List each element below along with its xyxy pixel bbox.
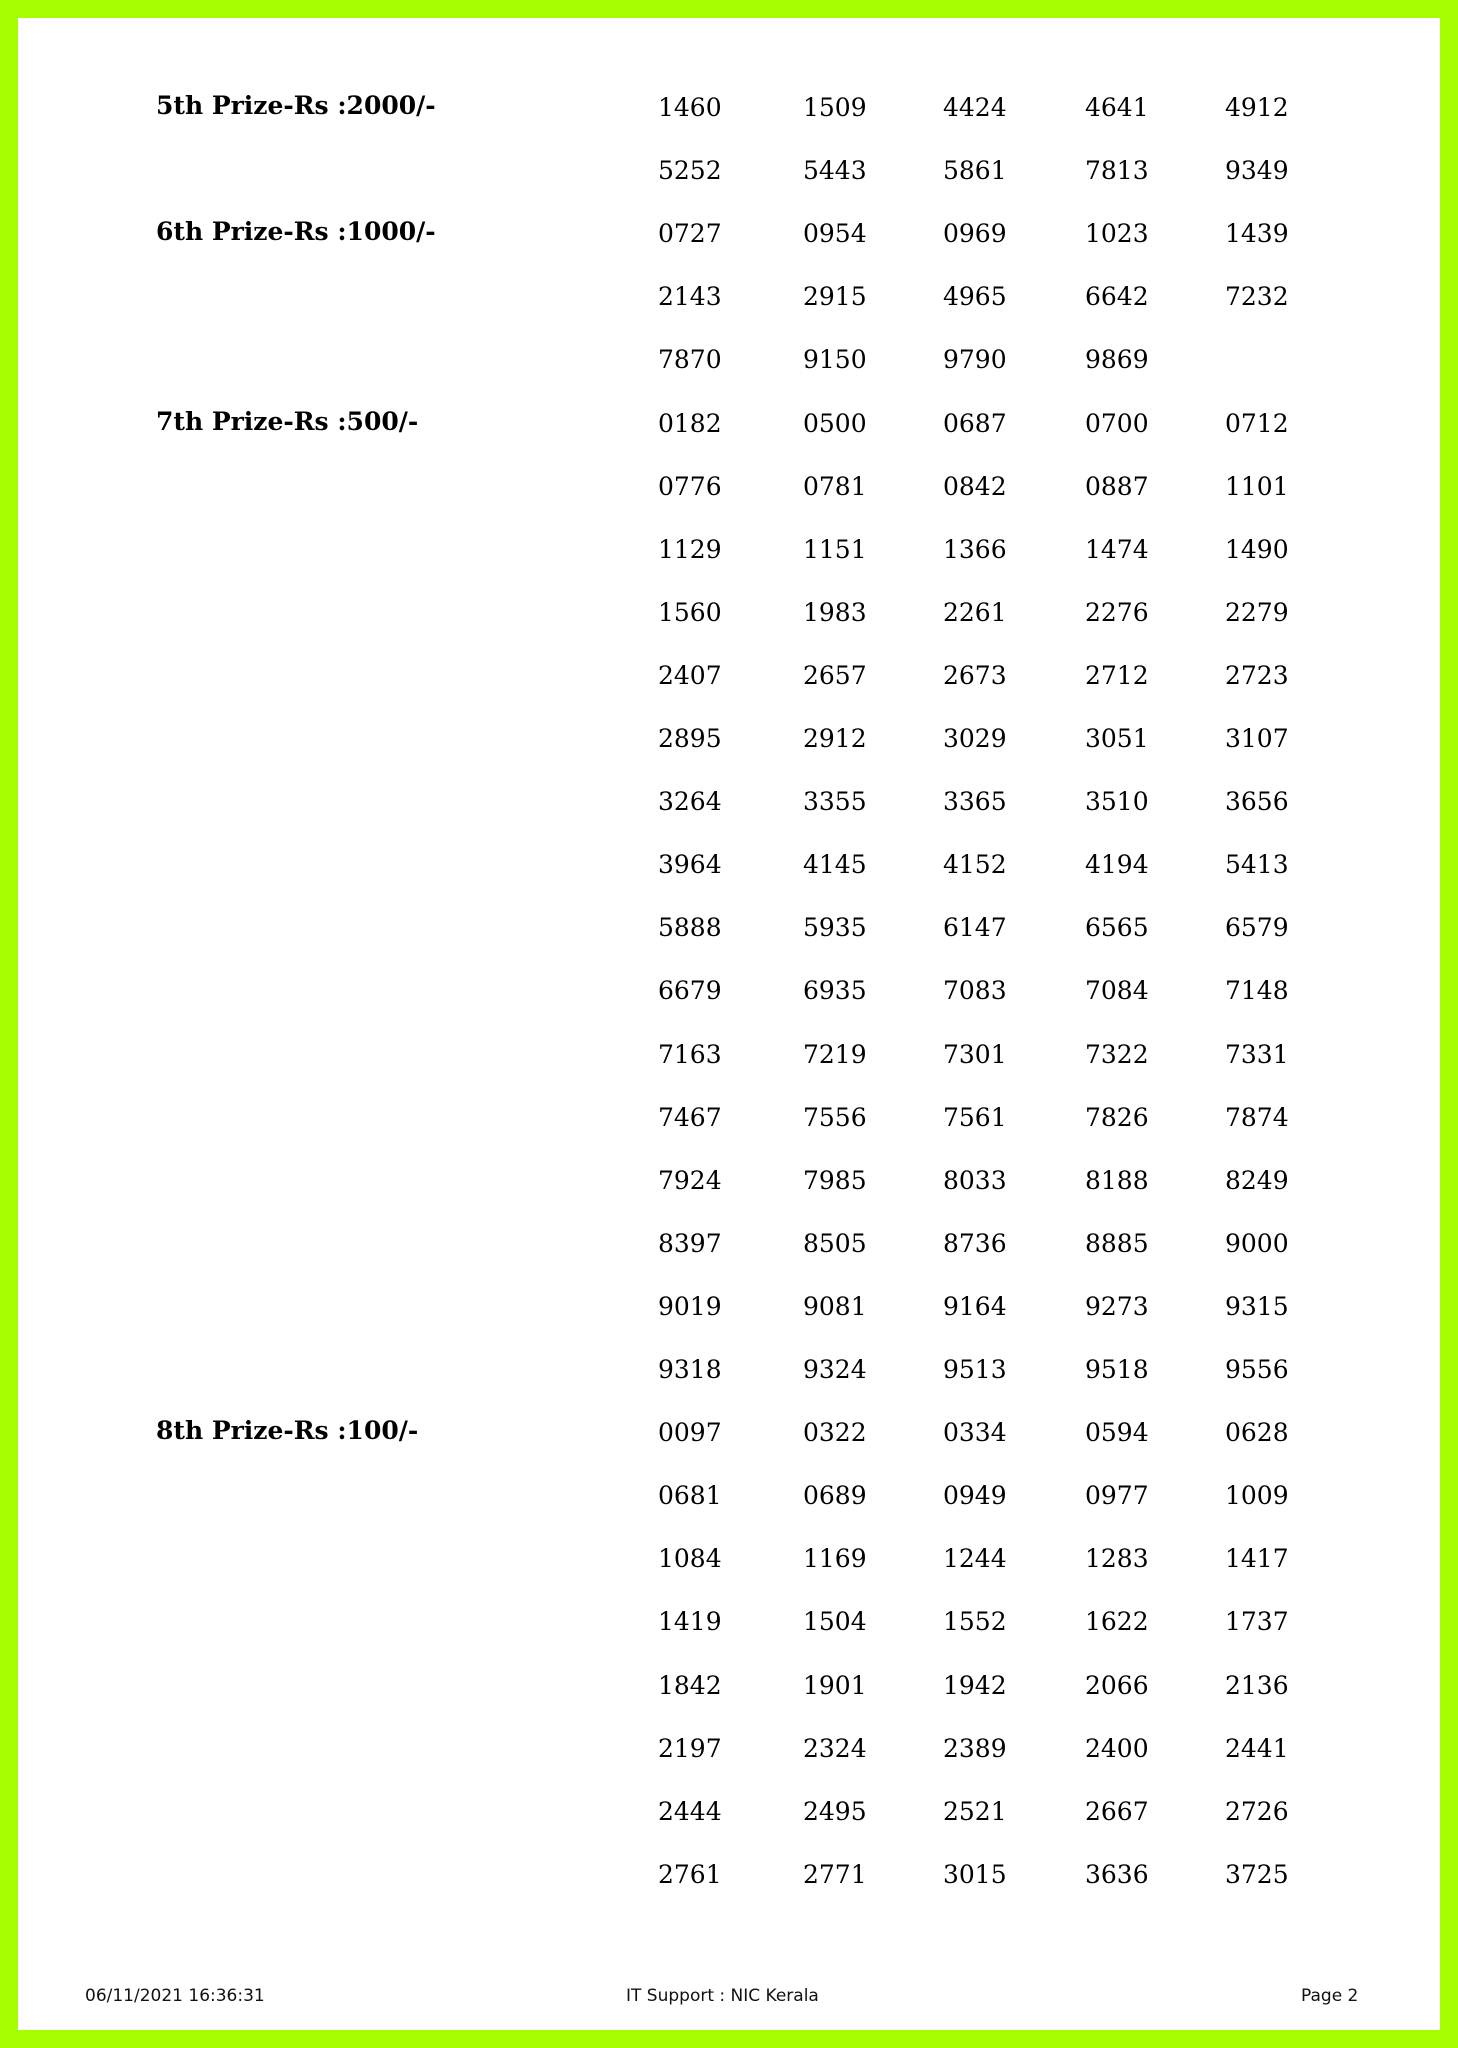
winning-number: 6642 [1085, 282, 1149, 312]
winning-number: 7232 [1225, 282, 1289, 312]
winning-number: 0594 [1085, 1418, 1149, 1448]
result-page [18, 18, 1440, 2030]
winning-number: 7813 [1085, 156, 1149, 186]
winning-number: 1901 [803, 1670, 867, 1700]
winning-number: 1129 [658, 534, 722, 564]
winning-number: 7083 [943, 976, 1007, 1006]
winning-number: 0776 [658, 471, 722, 501]
winning-number: 2444 [658, 1796, 722, 1826]
footer-page-number: Page 2 [1301, 1986, 1359, 2006]
prize-row [18, 1286, 1440, 1326]
winning-number: 4641 [1085, 93, 1149, 122]
winning-number: 4424 [943, 93, 1007, 122]
winning-number: 2324 [803, 1733, 867, 1763]
winning-number: 9164 [943, 1291, 1007, 1321]
winning-number: 3964 [658, 850, 722, 880]
winning-number: 3051 [1085, 724, 1149, 753]
winning-number: 0500 [803, 408, 867, 438]
prize-label: 7th Prize-Rs :500/- [156, 406, 419, 436]
winning-number: 7874 [1225, 1102, 1289, 1132]
winning-number: 2143 [658, 282, 722, 312]
winning-number: 7163 [658, 1039, 722, 1069]
winning-number: 2197 [658, 1733, 722, 1763]
winning-number: 0969 [943, 219, 1007, 249]
winning-number: 1151 [803, 534, 867, 564]
winning-number: 9000 [1225, 1228, 1289, 1258]
winning-number: 7331 [1225, 1039, 1289, 1069]
winning-number: 7826 [1085, 1102, 1149, 1132]
winning-number: 2673 [943, 660, 1007, 690]
winning-number: 8736 [943, 1228, 1007, 1258]
winning-number: 5935 [803, 913, 867, 943]
winning-number: 5413 [1225, 850, 1289, 880]
prize-row [18, 907, 1440, 947]
winning-number: 3355 [803, 787, 867, 817]
winning-number: 0712 [1225, 408, 1289, 438]
winning-number: 9315 [1225, 1291, 1289, 1321]
prize-label: 8th Prize-Rs :100/- [156, 1416, 419, 1446]
winning-number: 1366 [943, 534, 1007, 564]
winning-number: 1504 [803, 1607, 867, 1637]
winning-number: 2915 [803, 282, 867, 312]
winning-number: 1283 [1085, 1544, 1149, 1574]
prize-row [18, 1475, 1440, 1515]
winning-number: 0781 [803, 471, 867, 501]
winning-number: 4912 [1225, 93, 1289, 122]
winning-number: 9349 [1225, 156, 1289, 186]
winning-number: 0182 [658, 408, 722, 438]
winning-number: 2723 [1225, 660, 1289, 690]
prize-row [18, 781, 1440, 821]
winning-number: 4152 [943, 850, 1007, 880]
winning-number: 0887 [1085, 471, 1149, 501]
winning-number: 3510 [1085, 787, 1149, 817]
winning-number: 9081 [803, 1291, 867, 1321]
winning-number: 1560 [658, 597, 722, 627]
prize-row [18, 592, 1440, 632]
winning-number: 5252 [658, 156, 722, 186]
winning-number: 9556 [1225, 1355, 1289, 1384]
winning-number: 9273 [1085, 1291, 1149, 1321]
winning-number: 5861 [943, 156, 1007, 186]
winning-number: 2667 [1085, 1796, 1149, 1826]
prize-row [18, 1665, 1440, 1705]
winning-number: 9790 [943, 345, 1007, 375]
winning-number: 2712 [1085, 660, 1149, 690]
winning-number: 8033 [943, 1165, 1007, 1195]
winning-number: 9513 [943, 1355, 1007, 1384]
winning-number: 3365 [943, 787, 1007, 817]
prize-label: 5th Prize-Rs :2000/- [156, 91, 436, 120]
prize-row [18, 1538, 1440, 1578]
winning-number: 2726 [1225, 1796, 1289, 1826]
winning-number: 0687 [943, 408, 1007, 438]
prize-label: 6th Prize-Rs :1000/- [156, 217, 436, 247]
winning-number: 0681 [658, 1481, 722, 1511]
prize-row [18, 403, 1440, 443]
winning-number: 6579 [1225, 913, 1289, 943]
prize-row [18, 1412, 1440, 1452]
winning-number: 2521 [943, 1796, 1007, 1826]
prize-row [18, 1160, 1440, 1200]
winning-number: 1169 [803, 1544, 867, 1574]
winning-number: 1244 [943, 1544, 1007, 1574]
winning-number: 3015 [943, 1859, 1007, 1889]
winning-number: 7924 [658, 1165, 722, 1195]
winning-number: 3029 [943, 724, 1007, 753]
winning-number: 8885 [1085, 1228, 1149, 1258]
winning-number: 1419 [658, 1607, 722, 1637]
footer-support: IT Support : NIC Kerala [626, 1986, 819, 2006]
prize-row [18, 1854, 1440, 1894]
winning-number: 0322 [803, 1418, 867, 1448]
winning-number: 7084 [1085, 976, 1149, 1006]
winning-number: 9324 [803, 1355, 867, 1384]
footer-datetime: 06/11/2021 16:36:31 [85, 1986, 265, 2006]
winning-number: 0977 [1085, 1481, 1149, 1511]
winning-number: 2441 [1225, 1733, 1289, 1763]
prize-row [18, 87, 1440, 127]
winning-number: 1417 [1225, 1544, 1289, 1574]
prize-row [18, 844, 1440, 884]
winning-number: 8188 [1085, 1165, 1149, 1195]
winning-number: 1023 [1085, 219, 1149, 249]
prize-row [18, 1097, 1440, 1137]
winning-number: 2895 [658, 724, 722, 753]
winning-number: 6565 [1085, 913, 1149, 943]
winning-number: 2261 [943, 597, 1007, 627]
winning-number: 4194 [1085, 850, 1149, 880]
winning-number: 3656 [1225, 787, 1289, 817]
winning-number: 7985 [803, 1165, 867, 1195]
winning-number: 2657 [803, 660, 867, 690]
prize-row [18, 970, 1440, 1010]
prize-row [18, 339, 1440, 379]
winning-number: 2389 [943, 1733, 1007, 1763]
prize-row [18, 1728, 1440, 1768]
prize-row [18, 213, 1440, 253]
winning-number: 1737 [1225, 1607, 1289, 1637]
prize-row [18, 276, 1440, 316]
winning-number: 9869 [1085, 345, 1149, 375]
prize-row [18, 529, 1440, 569]
winning-number: 2912 [803, 724, 867, 753]
prize-row [18, 1223, 1440, 1263]
prize-row [18, 718, 1440, 758]
winning-number: 2495 [803, 1796, 867, 1826]
winning-number: 3264 [658, 787, 722, 817]
winning-number: 1084 [658, 1544, 722, 1574]
winning-number: 0689 [803, 1481, 867, 1511]
prize-row [18, 655, 1440, 695]
winning-number: 5888 [658, 913, 722, 943]
prize-row [18, 1601, 1440, 1641]
winning-number: 1509 [803, 93, 867, 122]
winning-number: 9150 [803, 345, 867, 375]
winning-number: 0700 [1085, 408, 1149, 438]
winning-number: 1009 [1225, 1481, 1289, 1511]
winning-number: 0097 [658, 1418, 722, 1448]
winning-number: 4145 [803, 850, 867, 880]
winning-number: 9019 [658, 1291, 722, 1321]
winning-number: 6147 [943, 913, 1007, 943]
winning-number: 1101 [1225, 471, 1289, 501]
winning-number: 7870 [658, 345, 722, 375]
prize-row [18, 466, 1440, 506]
winning-number: 0954 [803, 219, 867, 249]
winning-number: 2136 [1225, 1670, 1289, 1700]
winning-number: 7301 [943, 1039, 1007, 1069]
winning-number: 2279 [1225, 597, 1289, 627]
prize-row [18, 1791, 1440, 1831]
winning-number: 2400 [1085, 1733, 1149, 1763]
winning-number: 2761 [658, 1859, 722, 1889]
winning-number: 7467 [658, 1102, 722, 1132]
prize-row [18, 150, 1440, 190]
winning-number: 7556 [803, 1102, 867, 1132]
winning-number: 7219 [803, 1039, 867, 1069]
winning-number: 2407 [658, 660, 722, 690]
winning-number: 1983 [803, 597, 867, 627]
winning-number: 5443 [803, 156, 867, 186]
winning-number: 7322 [1085, 1039, 1149, 1069]
winning-number: 9318 [658, 1355, 722, 1384]
winning-number: 8397 [658, 1228, 722, 1258]
winning-number: 2771 [803, 1859, 867, 1889]
winning-number: 6679 [658, 976, 722, 1006]
winning-number: 0727 [658, 219, 722, 249]
winning-number: 1942 [943, 1670, 1007, 1700]
winning-number: 1460 [658, 93, 722, 122]
winning-number: 2276 [1085, 597, 1149, 627]
winning-number: 3725 [1225, 1859, 1289, 1889]
prize-row [18, 1034, 1440, 1074]
winning-number: 7148 [1225, 976, 1289, 1006]
winning-number: 4965 [943, 282, 1007, 312]
winning-number: 1552 [943, 1607, 1007, 1637]
prize-row [18, 1349, 1440, 1389]
winning-number: 7561 [943, 1102, 1007, 1132]
winning-number: 1842 [658, 1670, 722, 1700]
winning-number: 0842 [943, 471, 1007, 501]
winning-number: 1490 [1225, 534, 1289, 564]
winning-number: 8505 [803, 1228, 867, 1258]
winning-number: 8249 [1225, 1165, 1289, 1195]
winning-number: 3107 [1225, 724, 1289, 753]
winning-number: 6935 [803, 976, 867, 1006]
winning-number: 2066 [1085, 1670, 1149, 1700]
winning-number: 3636 [1085, 1859, 1149, 1889]
winning-number: 0628 [1225, 1418, 1289, 1448]
winning-number: 0949 [943, 1481, 1007, 1511]
winning-number: 9518 [1085, 1355, 1149, 1384]
winning-number: 1622 [1085, 1607, 1149, 1637]
winning-number: 0334 [943, 1418, 1007, 1448]
winning-number: 1474 [1085, 534, 1149, 564]
winning-number: 1439 [1225, 219, 1289, 249]
